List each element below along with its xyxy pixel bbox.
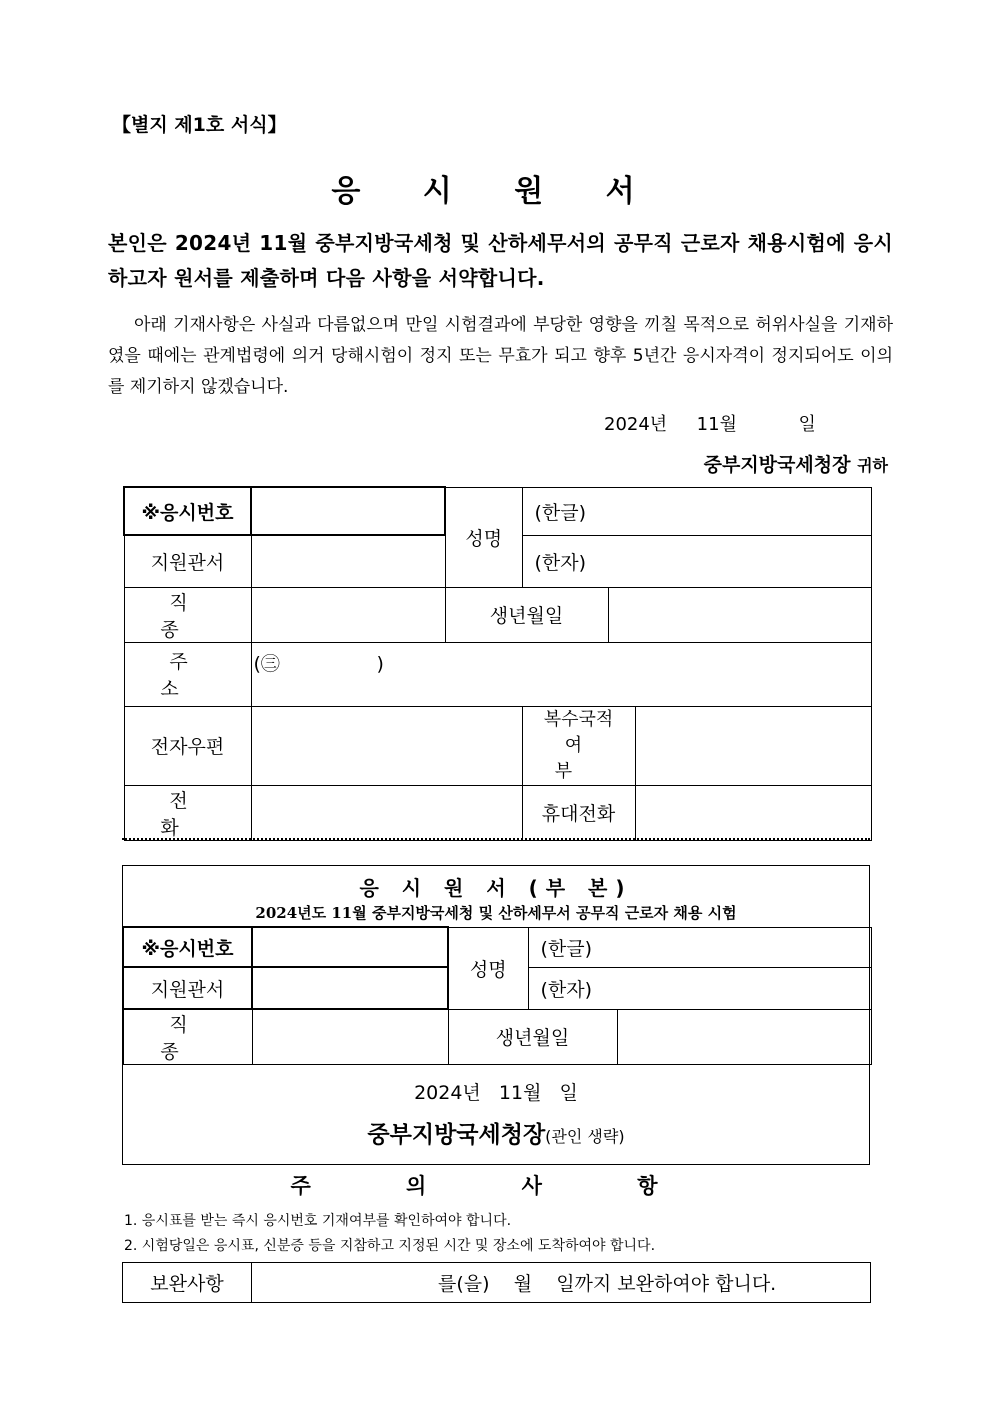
office-label: 지원관서 — [124, 535, 251, 587]
dual-label-line2: 여 부 — [554, 734, 613, 782]
email-label: 전자우편 — [124, 706, 251, 785]
address-label — [124, 642, 251, 706]
copy-issuer-name: 중부지방국세청장 — [367, 1122, 546, 1148]
copy-job-field[interactable] — [252, 1009, 448, 1065]
copy-birth-field[interactable] — [617, 1009, 871, 1065]
copy-subtitle: 2024년도 11월 중부지방국세청 및 산하세무서 공무직 근로자 채용 시험 — [255, 904, 737, 922]
copy-office-field[interactable] — [252, 967, 448, 1009]
caution-item-1: 1. 응시표를 받는 즉시 응시번호 기재여부를 확인하여야 합니다. — [124, 1213, 512, 1229]
address-label-text: 주 소 — [160, 651, 224, 700]
dual-citizenship-field[interactable] — [635, 706, 871, 785]
supplement-table — [122, 1262, 871, 1303]
copy-name-korean-field[interactable] — [528, 927, 871, 967]
name-korean-hint: (한글) — [534, 501, 587, 524]
phone-field[interactable] — [251, 785, 522, 840]
copy-title: 응 시 원 서 (부 본) — [359, 876, 633, 900]
name-korean-field[interactable] — [522, 487, 871, 535]
job-field[interactable] — [251, 587, 445, 642]
cut-line — [122, 838, 870, 840]
email-field[interactable] — [251, 706, 522, 785]
name-hanja-hint: (한자) — [534, 551, 587, 574]
copy-name-korean-hint: (한글) — [540, 937, 593, 960]
form-label: 【별지 제1호 서식】 — [112, 114, 287, 136]
copy-seal-note: (관인 생략) — [545, 1127, 625, 1146]
caution-item-2: 2. 시험당일은 응시표, 신분증 등을 지참하고 지정된 시간 및 장소에 도착하여야 합니다. — [124, 1238, 656, 1254]
phone-label-text: 전 화 — [160, 789, 224, 839]
address-field[interactable] — [251, 642, 871, 706]
addressee-honorific: 귀하 — [857, 456, 888, 475]
supplement-field[interactable] — [252, 1263, 871, 1303]
copy-name-label: 성명 — [448, 927, 528, 1009]
copy-form-table — [122, 926, 872, 1065]
job-label-text: 직 종 — [160, 591, 224, 641]
exam-number-label: ※응시번호 — [124, 487, 251, 535]
copy-birth-label: 생년월일 — [448, 1009, 617, 1065]
application-form-table — [123, 486, 872, 841]
copy-name-hanja-hint: (한자) — [540, 978, 593, 1001]
supplement-label: 보완사항 — [123, 1263, 252, 1303]
name-label: 성명 — [445, 487, 522, 587]
copy-name-hanja-field[interactable] — [528, 967, 871, 1009]
mobile-label: 휴대전화 — [522, 785, 635, 840]
copy-date: 2024년 11월 일 — [414, 1082, 578, 1104]
job-label — [124, 587, 251, 642]
addressee-name: 중부지방국세청장 — [703, 454, 851, 476]
pledge-text: 본인은 2024년 11월 중부지방국세청 및 산하세무서의 공무직 근로자 채용시험에 응시하고자 원서를 제출하며 다음 사항을 서약합니다. — [108, 231, 893, 290]
application-date — [604, 410, 816, 436]
copy-office-label: 지원관서 — [123, 967, 252, 1009]
birth-field[interactable] — [608, 587, 871, 642]
copy-job-label — [123, 1009, 252, 1065]
copy-exam-number-field[interactable] — [252, 927, 448, 967]
date-month: 11월 — [696, 414, 737, 435]
birth-label: 생년월일 — [445, 587, 608, 642]
copy-job-label-text: 직 종 — [160, 1014, 224, 1063]
copy-exam-number-label: ※응시번호 — [123, 927, 252, 967]
notice-body: 아래 기재사항은 사실과 다름없으며 만일 시험결과에 부당한 영향을 끼칠 목적으로 허위사실을 기재하였을 때에는 관계법령에 의거 당해시험이 정지 또는 무효가 되고 향후 5년간 응시자격이 정지되어도 이의를 제기하지 않겠습니다. — [108, 315, 893, 397]
phone-label — [124, 785, 251, 840]
postal-code-hint: (㊂ ) — [253, 652, 384, 675]
exam-number-field[interactable] — [251, 487, 445, 535]
dual-label-line1: 복수국적 — [543, 708, 614, 730]
supplement-text: 를(을) 월 일까지 보완하여야 합니다. — [438, 1273, 777, 1295]
mobile-field[interactable] — [635, 785, 871, 840]
addressee — [704, 450, 888, 477]
copy-issuer — [123, 1116, 869, 1149]
name-hanja-field[interactable] — [522, 535, 871, 587]
caution-title: 주 의 사 항 — [290, 1174, 702, 1198]
date-day: 일 — [798, 414, 816, 435]
date-year: 2024년 — [604, 414, 668, 435]
page-title: 응 시 원 서 — [331, 174, 661, 209]
dual-citizenship-label — [522, 706, 635, 785]
notice-text — [108, 310, 893, 403]
office-field[interactable] — [251, 535, 445, 587]
